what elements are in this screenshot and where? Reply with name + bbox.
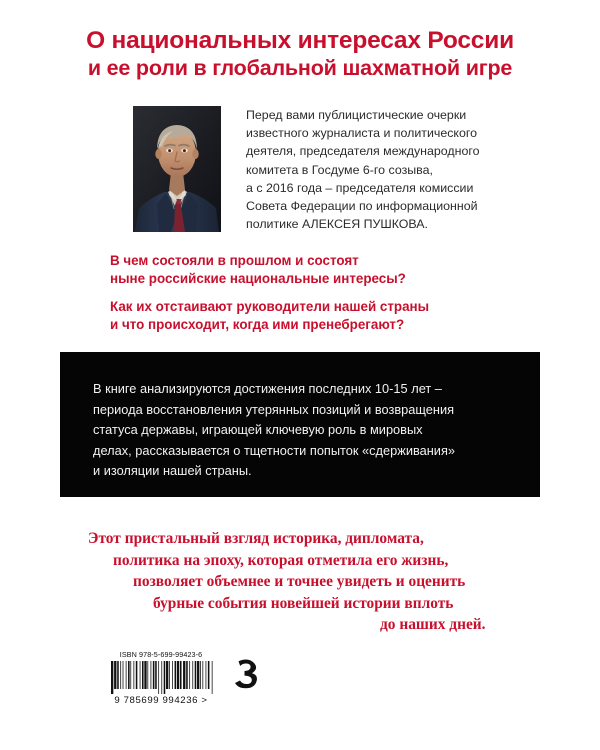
question-line: ныне российские национальные интересы? — [110, 270, 406, 286]
annotation-line: В книге анализируются достижения последних 10-15 лет – — [93, 381, 442, 396]
annotation-line: статуса державы, играющей ключевую роль в мировых — [93, 422, 423, 438]
question-group — [110, 252, 530, 287]
isbn-text: ISBN 978-5-699-99423-6 — [119, 650, 203, 659]
question-group — [110, 298, 530, 333]
annotation-line: и изоляции нашей страны. — [93, 463, 252, 479]
page-title — [0, 27, 600, 81]
annotation-black-panel — [60, 352, 540, 497]
annotation-line: делах, рассказывается о тщетности попыток «сдерживания» — [93, 442, 456, 458]
closing-line: до наших дней. — [380, 616, 486, 634]
closing-line: позволяет объемнее и точнее увидеть и оценить — [133, 573, 466, 591]
intro-line: Перед вами публицистические очерки — [246, 108, 467, 122]
author-portrait-photo — [133, 106, 221, 232]
intro-line: комитета в Госдуме 6-го созыва, — [246, 162, 433, 177]
question-line: В чем состояли в прошлом и состоят — [110, 253, 359, 268]
question-line: Как их отстаивают руководители нашей страны — [110, 299, 430, 315]
eksmo-logo-icon — [228, 656, 262, 692]
highlighted-questions — [110, 252, 530, 333]
closing-line: бурные события новейшей истории вплоть — [153, 594, 454, 612]
isbn-barcode-block — [105, 650, 217, 706]
intro-line: а с 2016 года – председателя комиссии — [246, 180, 474, 195]
barcode-image — [110, 661, 213, 694]
intro-line: известного журналиста и политического — [246, 126, 478, 141]
intro-line: деятеля, председателя международного — [246, 144, 480, 159]
closing-statement — [0, 528, 600, 636]
annotation-line: периода восстановления утерянных позиций и возвращения — [93, 401, 455, 417]
title-line-1: О национальных интересах России — [86, 27, 514, 54]
author-intro-row — [133, 106, 513, 233]
intro-line: политике АЛЕКСЕЯ ПУШКОВА. — [246, 217, 428, 232]
question-line: и что происходит, когда ими пренебрегают? — [110, 316, 405, 332]
barcode-digits: 9 785699 994236 > — [114, 695, 208, 706]
author-intro-text — [246, 106, 513, 233]
closing-line: политика на эпоху, которая отметила его жизнь, — [113, 551, 449, 569]
annotation-text — [93, 379, 520, 482]
closing-line: Этот пристальный взгляд историка, дипломата, — [88, 530, 424, 547]
intro-line: Совета Федерации по информационной — [246, 199, 478, 214]
title-line-2: и ее роли в глобальной шахматной игре — [87, 56, 513, 80]
cover-footer — [0, 650, 600, 720]
